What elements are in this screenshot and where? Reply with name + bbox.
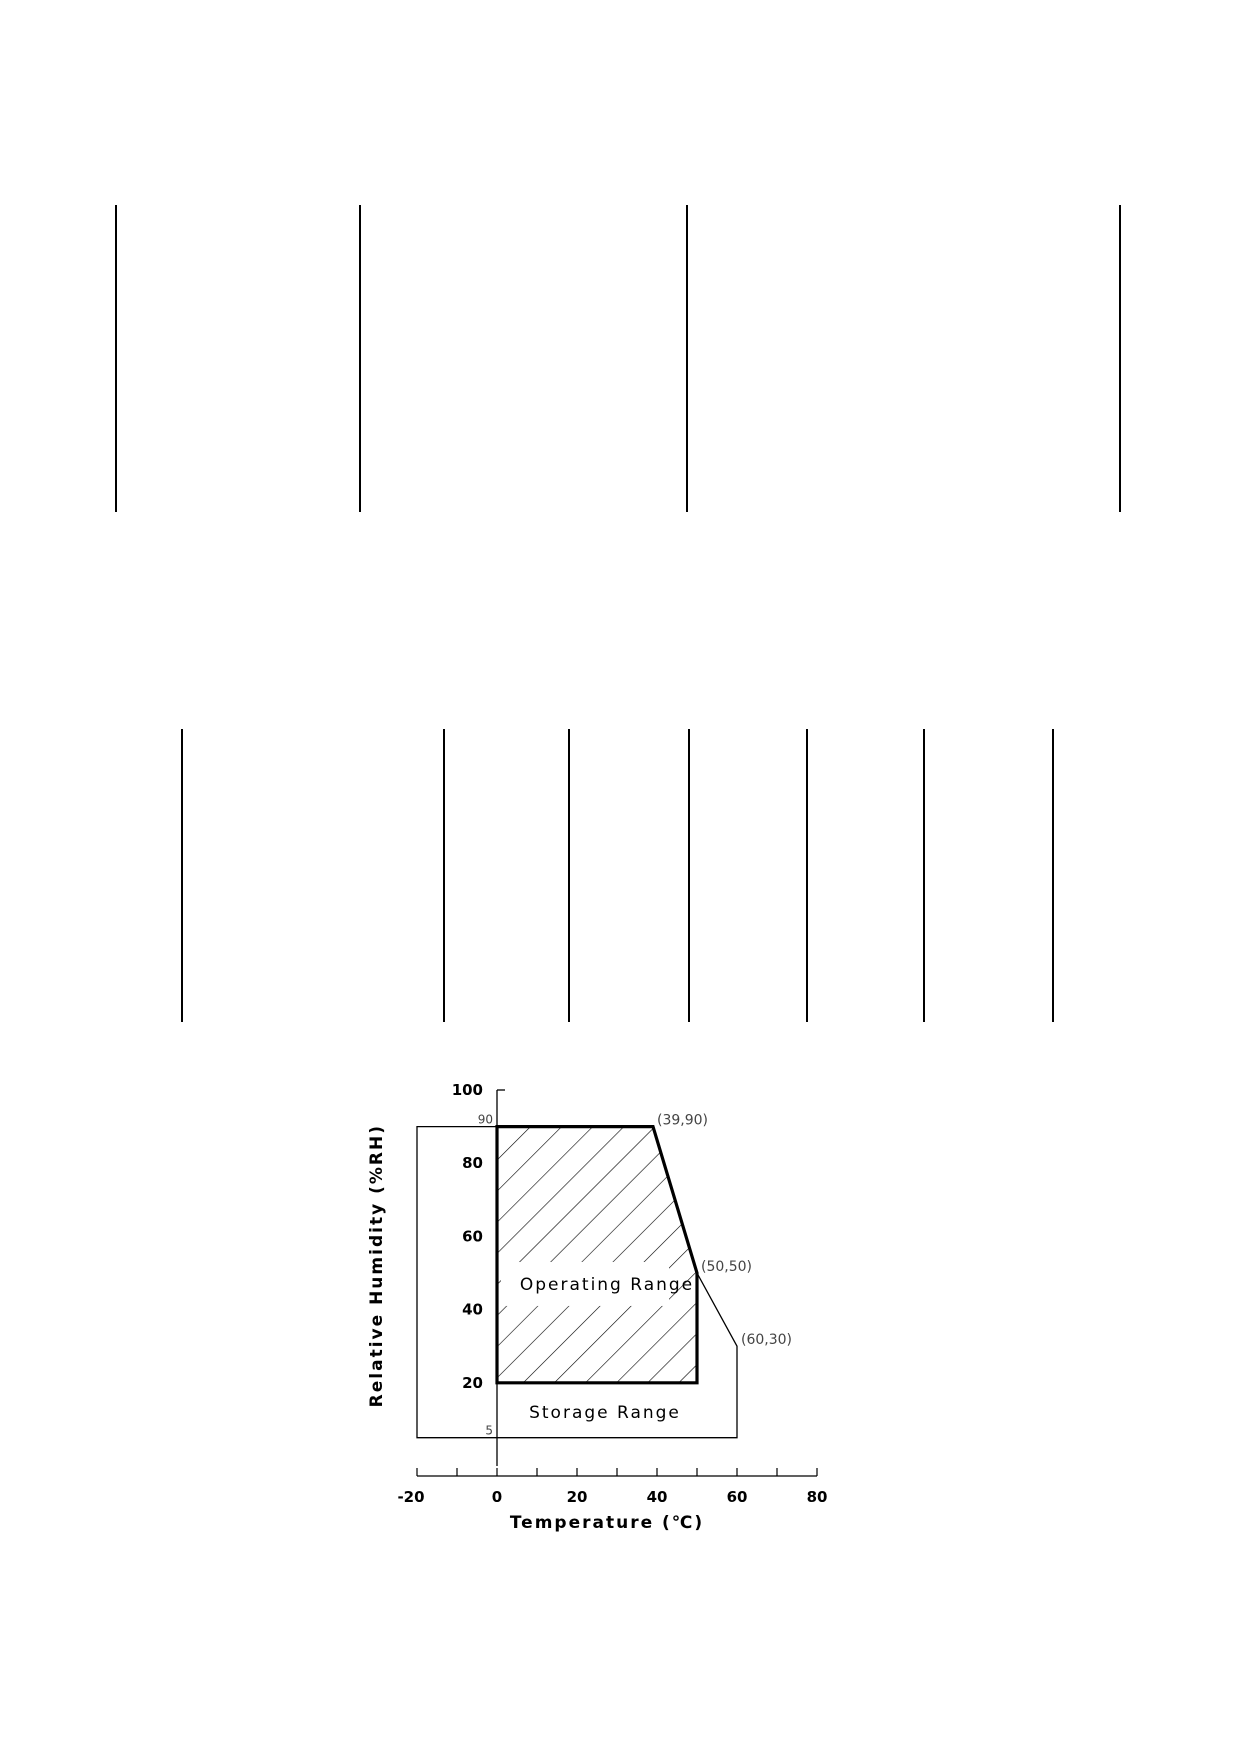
operating-range-layer [497, 1127, 697, 1383]
point-annotation: (60,30) [741, 1332, 793, 1349]
column-rule [923, 729, 925, 1022]
y-tick-label: 60 [462, 1227, 483, 1246]
operating-range-label: Operating Range [519, 1274, 695, 1295]
x-tick-label: 80 [806, 1488, 828, 1506]
y-axis-title: Relative Humidity (%RH) [367, 1124, 387, 1408]
operating-range-hatch [497, 1127, 697, 1383]
point-annotation: (39,90) [657, 1112, 709, 1129]
column-rule [688, 729, 690, 1022]
storage-range-label: Storage Range [529, 1403, 681, 1424]
point-annotation: (50,50) [701, 1259, 753, 1275]
column-rule [443, 729, 445, 1022]
x-tick-label: 20 [566, 1488, 588, 1506]
column-rule [806, 729, 808, 1022]
y-reference-label: 90 [477, 1112, 493, 1127]
y-tick-label: 80 [462, 1154, 483, 1173]
x-axis-title: Temperature (℃) [509, 1513, 705, 1533]
column-rule [1052, 729, 1054, 1022]
x-tick-label: 40 [646, 1488, 668, 1506]
humidity-temperature-chart [360, 1081, 940, 1560]
column-rule [568, 729, 570, 1022]
column-rule [181, 729, 183, 1022]
y-tick-label: 20 [462, 1373, 483, 1392]
y-tick-label: 40 [462, 1300, 483, 1319]
x-tick-label: 0 [491, 1488, 503, 1506]
y-reference-label: 5 [485, 1423, 493, 1438]
x-tick-label: 60 [726, 1488, 748, 1506]
x-tick-label: -20 [397, 1488, 425, 1506]
y-tick-label: 100 [451, 1081, 483, 1099]
